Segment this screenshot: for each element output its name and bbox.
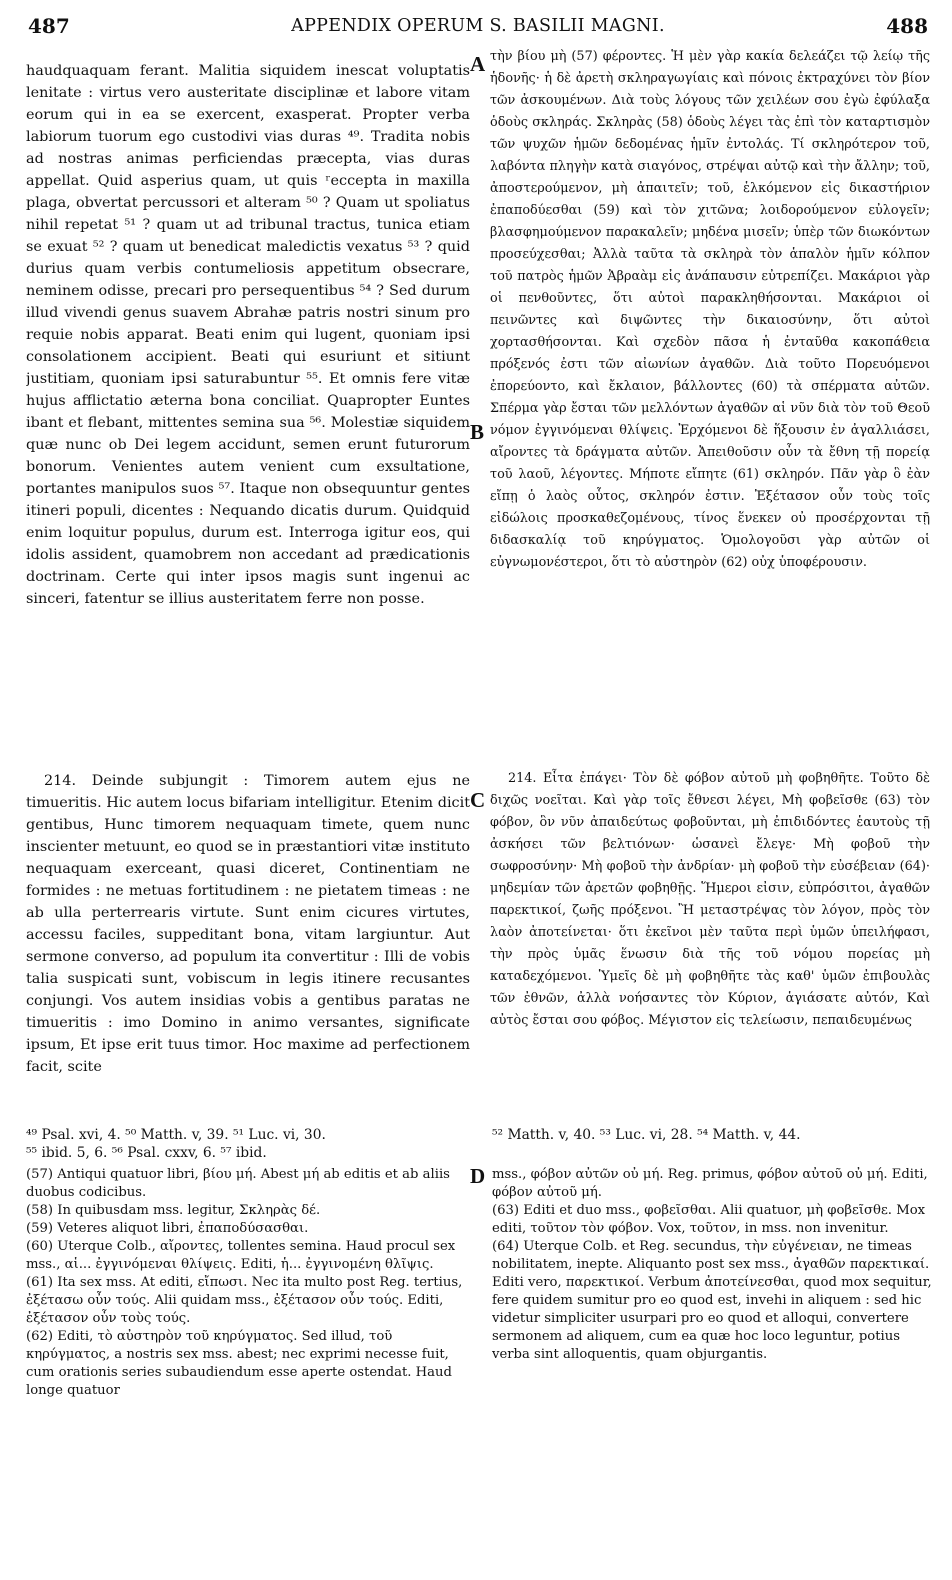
- latin-text-1: haudquaquam ferant. Malitia siquidem inescat voluptatis lenitate : virtus vero austeritate disciplinæ et labore vitam eorum qui in ea se exercent, exasperat. Propter verba labiorum tuorum ego custodivi vias duras ⁴⁹. Tradita nobis ad nostras animas perficiendas præcepta, vias duras appellat. Quid asperius quam, ut quis ʳeccepta in maxilla plaga, obvertat percussori et alteram ⁵⁰ ? Quam ut spoliatus nihil repetat ⁵¹ ? quam ut ad tribunal tractus, tunica etiam se exuat ⁵² ? quam ut benedicat maledictis vexatus ⁵³ ? quid durius quam verbis contumeliosis appetitum obsecrare, neminem odisse, precari pro persequentibus ⁵⁴ ? Sed durum illud vivendi genus suavem Abrahæ patris nostri sinum pro requie nobis apparat. Beati enim qui lugent, quoniam ipsi consolationem accipient. Beati qui esuriunt et sitiunt justitiam, quoniam ipsi saturabuntur ⁵⁵. Et omnis fere vitæ hujus afflictatio æterna bona conciliat. Quapropter Euntes ibant et flebant, mittentes semina sua ⁵⁶. Molestiæ siquidem quæ nunc ob Dei legem accidunt, semen erunt futurorum bonorum. Venientes autem venient cum exsultatione, portantes manipulos suos ⁵⁷. Itaque non obsequuntur gentes itineri populi, dicentes : Nequando dicatis durum. Quidquid enim loquitur populus, durum est. Interroga igitur eos, qui idolis assident, quamobrem non accedant ad prædicationis doctrinam. Certe qui inter ipsos magis sunt ingenui ac sinceri, fatentur se illius austeritatem ferre non posse.: [26, 63, 470, 607]
- greek-text-2: 214. Εἶτα ἐπάγει· Τὸν δὲ φόβον αὐτοῦ μὴ φοβηθῆτε. Τοῦτο δὲ διχῶς νοεῖται. Καὶ γὰρ τοῖς ἔθνεσι λέγει, Μὴ φοβεῖσθε (63) τὸν φόβον, ὃν νῦν ἀπαιδεύτως φοβοῦνται, μὴ ἐπιδιδόντες ἑαυτοὺς τῇ ἀσκήσει τῶν βελτιόνων· ὡσανεὶ ἔλεγε· Μὴ φοβοῦ τὴν σωφροσύνην· Μὴ φοβοῦ τὴν ἀνδρίαν· μὴ φοβοῦ τὴν εὐσέβειαν (64)· μηδεμίαν τῶν ἀρετῶν φοβηθῇς. Ἥμεροι εἰσιν, εὐπρόσιτοι, ἀγαθῶν παρεκτικοί, ζωῆς πρόξενοι. Ἢ μεταστρέψας τὸν λόγον, πρὸς τὸν λαὸν ἀποτείνεται· ὅτι ἐκεῖνοι μὲν ταῦτα περὶ ὑμῶν ὑπειλήφασι, τὴν πρὸς ὑμᾶς ἕνωσιν διὰ τῆς τοῦ νόμου πορείας μὴ καταδεχόμενοι. Ὑμεῖς δὲ μὴ φοβηθῆτε τὰς καθ' ὑμῶν ἐπιβουλὰς τῶν ἐθνῶν, ἀλλὰ νοήσαντες τὸν Κύριον, ἁγιάσατε αὐτόν, Καὶ αὐτὸς ἔσται σου φόβος. Μέγιστον εἰς τελείωσιν, πεπαιδευμένως: [490, 771, 930, 1028]
- variant-note: (62) Editi, τὸ αὐστηρὸν τοῦ κηρύγματος. Sed illud, τοῦ κηρύγματος, a nostris sex mss. abest; nec exprimi necesse fuit, cum orationis series subaudiendum esse aperte ostendat. Haud longe quatuor: [26, 1329, 452, 1398]
- section-marker-a: A: [470, 52, 486, 76]
- scripture-footnote: ⁴⁹ Psal. xvi, 4. ⁵⁰ Matth. v, 39. ⁵¹ Luc. vi, 30.: [26, 1127, 326, 1143]
- variant-note: (57) Antiqui quatuor libri, βίου μή. Abest μή ab editis et ab aliis duobus codicibus.: [26, 1167, 450, 1200]
- greek-paragraph-1: [490, 46, 930, 762]
- scripture-footnotes-right: [492, 1126, 932, 1146]
- variant-note: (58) In quibusdam mss. legitur, Σκληρὰς δέ.: [26, 1203, 321, 1218]
- running-title: APPENDIX OPERUM S. BASILII MAGNI.: [291, 16, 665, 36]
- scripture-footnotes-left: [26, 1126, 476, 1164]
- latin-paragraph-2: [26, 770, 470, 1122]
- variant-note: (64) Uterque Colb. et Reg. secundus, τὴν εὐγένειαν, ne timeas nobilitatem, inepte. Aliquanto post sex mss., ἀγαθῶν παρεκτικαί. Editi vero, παρεκτικοί. Verbum ἀποτείνεσθαι, quod mox sequitur, fere quidem sumitur pro eo quod est, invehi in aliquem : sed hic videtur simpliciter usurpari pro eo quod et alloqui, convertere sermonem ad aliquem, cum ea quæ hoc loco leguntur, potius verba sint alloquentis, quam objurgantis.: [492, 1239, 932, 1362]
- variant-note: (60) Uterque Colb., αἴροντες, tollentes semina. Haud procul sex mss., αἱ... ἐγγινόμεναι θλίψεις. Editi, ἡ... ἐγγινομένη θλῖψις.: [26, 1239, 456, 1272]
- latin-paragraph-1: [26, 60, 470, 766]
- page-number-left: 487: [28, 14, 70, 38]
- running-header: [28, 14, 928, 40]
- section-marker-d: D: [470, 1164, 486, 1188]
- variant-notes-right: [492, 1166, 932, 1570]
- variant-note: (61) Ita sex mss. At editi, εἴπωσι. Nec ita multo post Reg. tertius, ἐξέτασω οὖν τούς. Alii quidam mss., ἐξέτασον οὖν τούς. Editi, ἐξέτασον οὖν τοὺς τούς.: [26, 1275, 463, 1326]
- greek-text-1: τὴν βίου μὴ (57) φέροντες. Ἡ μὲν γὰρ κακία δελεάζει τῷ λείῳ τῆς ἡδονῆς· ἡ δὲ ἀρετὴ σκληραγωγίαις καὶ πόνοις ἐκτραχύνει τὸν βίον τῶν ἀσκουμένων. Διὰ τοὺς λόγους τῶν χειλέων σου ἐγὼ ἐφύλαξα ὁδοὺς σκληράς. Σκληρὰς (58) ὁδοὺς λέγει τὰς ἐπὶ τὸν καταρτισμὸν τῶν ψυχῶν ἡμῶν δεδομένας ἡμῖν ἐντολάς. Τί σκληρότερον τοῦ, λαβόντα πληγὴν κατὰ σιαγόνος, στρέψαι αὐτῷ καὶ τὴν ἄλλην; τοῦ, ἀποστερούμενον, μὴ ἀπαιτεῖν; τοῦ, ἑλκόμενον εἰς δικαστήριον ἐπαποδύεσθαι (59) καὶ τὸν χιτῶνα; λοιδορούμενον εὐλογεῖν; βλασφημούμενον παρακαλεῖν; μηδένα μισεῖν; ὑπὲρ τῶν διωκόντων προσεύχεσθαι; Ἀλλὰ ταῦτα τὰ σκληρὰ τὸν ἁπαλὸν ἡμῖν κόλπον τοῦ πατρὸς ἡμῶν Ἀβραὰμ εἰς ἀνάπαυσιν εὐτρεπίζει. Μακάριοι γὰρ οἱ πενθοῦντες, ὅτι αὐτοὶ παρακληθήσονται. Μακάριοι οἱ πεινῶντες καὶ διψῶντες τὴν δικαιοσύνην, ὅτι αὐτοὶ χορτασθήσονται. Καὶ σχεδὸν πᾶσα ἡ ἐνταῦθα κακοπάθεια πρόξενός ἐστι τῶν αἰωνίων ἀγαθῶν. Διὰ τοῦτο Πορευόμενοι ἐπορεύοντο, καὶ ἔκλαιον, βάλλοντες (60) τὰ σπέρματα αὐτῶν. Σπέρμα γὰρ ἔσται τῶν μελλόντων ἀγαθῶν αἱ νῦν διὰ τὸν τοῦ Θεοῦ νόμον ἐγγινόμεναι θλίψεις. Ἐρχόμενοι δὲ ἥξουσιν ἐν ἀγαλλιάσει, αἴροντες τὰ δράγματα αὐτῶν. Ἀπειθοῦσιν οὖν τὰ ἔθνη τῇ πορείᾳ τοῦ λαοῦ, λέγοντες. Μήποτε εἴπητε (61) σκληρόν. Πᾶν γὰρ ὃ ἐὰν εἴπῃ ὁ λαὸς οὗτος, σκληρόν ἐστιν. Ἐξέτασον οὖν τοὺς τοῖς εἰδώλοις προσκαθεζομένους, τίνος ἕνεκεν οὐ προσέρχονται τῇ διδασκαλίᾳ τοῦ κηρύγματος. Ὁμολογοῦσι γὰρ αὐτῶν οἱ εὐγνωμονέστεροι, ὅτι τὸ αὐστηρὸν (62) οὐχ ὑποφέρουσιν.: [490, 49, 930, 570]
- variant-note: mss., φόβον αὐτῶν οὐ μή. Reg. primus, φόβον αὐτοῦ οὐ μή. Editi, φόβον αὐτοῦ μή.: [492, 1167, 928, 1200]
- page-number-right: 488: [886, 14, 928, 38]
- scripture-footnote: ⁵⁵ ibid. 5, 6. ⁵⁶ Psal. cxxv, 6. ⁵⁷ ibid.: [26, 1145, 267, 1161]
- section-marker-b: B: [470, 420, 485, 444]
- greek-paragraph-2: [490, 768, 930, 1120]
- variant-notes-left: [26, 1166, 472, 1570]
- scripture-footnote: ⁵² Matth. v, 40. ⁵³ Luc. vi, 28. ⁵⁴ Matth. v, 44.: [492, 1127, 801, 1143]
- section-marker-c: C: [470, 788, 486, 812]
- latin-text-2: 214. Deinde subjungit : Timorem autem ejus ne timueritis. Hic autem locus bifariam intelligitur. Etenim dicit gentibus, Hunc timorem nequaquam timete, quem nunc inscienter metuunt, eo quod se in præstantiori vitæ instituto nequaquam exerceant, quasi diceret, Continentiam ne formides : ne metuas fortitudinem : ne pietatem timeas : ne ab ulla perterrearis virtute. Sunt enim cicures virtutes, accessu faciles, suppeditant bona, vitam largiuntur. Aut sermone converso, ad populum ita convertitur : Illi de vobis talia suspicati sunt, vobiscum in legis itinere recusantes conjungi. Vos autem insidias vobis a gentibus paratas ne timueritis : imo Domino in animo versantes, significate ipsum, Et ipse erit tuus timor. Hoc maxime ad perfectionem facit, scite: [26, 773, 470, 1075]
- variant-note: (63) Editi et duo mss., φοβεῖσθαι. Alii quatuor, μὴ φοβεῖσθε. Mox editi, τοῦτον τὸν φόβον. Vox, τοῦτον, in mss. non invenitur.: [492, 1203, 926, 1236]
- variant-note: (59) Veteres aliquot libri, ἐπαποδύσασθαι.: [26, 1221, 309, 1236]
